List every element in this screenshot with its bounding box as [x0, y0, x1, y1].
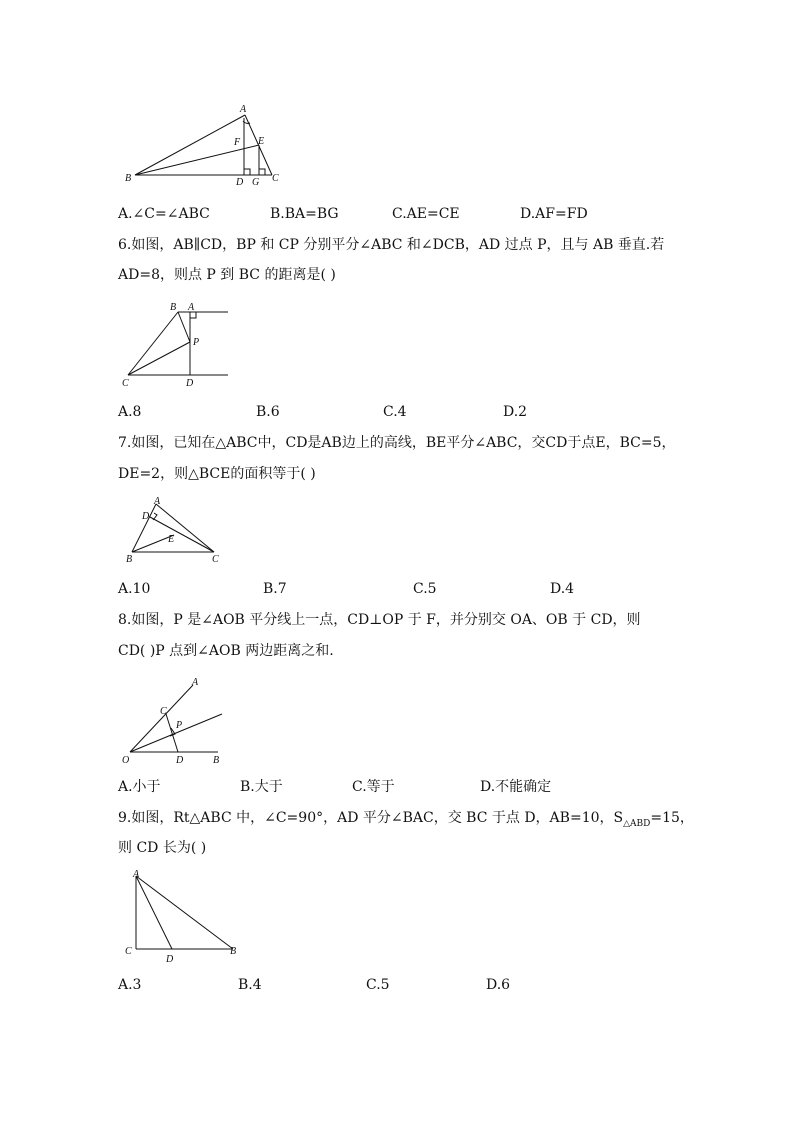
q6-label-p: P [193, 337, 200, 348]
q9-stem-line1 [118, 809, 694, 833]
q6-stem-line1: 6.如图，AB∥CD，BP 和 CP 分别平分∠ABC 和∠DCB，AD 过点 P，且与 AB 垂直.若 [118, 237, 665, 253]
q8-label-d: D [176, 755, 184, 766]
q5-label-f: F [234, 137, 241, 148]
q7-option-b: B.7 [263, 581, 287, 597]
q5-figure [120, 100, 290, 190]
q6-label-b: B [170, 302, 177, 313]
q7-option-c: C.5 [413, 581, 437, 597]
q6-stem-line2: AD=8，则点 P 到 BC 的距离是( ) [118, 267, 336, 283]
q5-label-c: C [272, 173, 279, 184]
q8-label-p: P [176, 720, 183, 731]
q6-option-b: B.6 [256, 404, 280, 420]
q5-option-b: B.BA=BG [270, 206, 339, 222]
q7-label-d: D [142, 511, 150, 522]
q8-label-o: O [122, 755, 130, 766]
q8-label-c: C [160, 706, 167, 717]
q7-label-e: E [168, 534, 175, 545]
q9-option-a: A.3 [118, 977, 142, 993]
q9-triangle-subscript: △ABD [623, 818, 651, 829]
q5-option-a: A.∠C=∠ABC [118, 206, 210, 222]
q9-figure [118, 866, 248, 966]
q7-stem-line1: 7.如图，已知在△ABC中，CD是AB边上的高线，BE平分∠ABC，交CD于点E，BC=5， [118, 435, 676, 451]
q6-option-c: C.4 [383, 404, 407, 420]
q6-label-d: D [186, 378, 194, 389]
q9-label-b: B [230, 946, 237, 957]
q7-option-d: D.4 [550, 581, 575, 597]
q9-stem-line2: 则 CD 长为( ) [118, 840, 207, 856]
q9-option-c: C.5 [366, 977, 390, 993]
q6-figure [118, 300, 238, 395]
q5-label-a: A [240, 104, 247, 115]
q5-label-g: G [252, 177, 260, 188]
q9-option-b: B.4 [238, 977, 262, 993]
q8-option-c: C.等于 [352, 779, 395, 795]
q6-label-c: C [122, 378, 129, 389]
q9-label-d: D [166, 954, 174, 965]
q8-label-b: B [213, 755, 220, 766]
q9-label-a: A [133, 869, 140, 880]
q5-label-d: D [236, 177, 244, 188]
q5-label-b: B [125, 173, 132, 184]
q5-option-c: C.AE=CE [392, 206, 460, 222]
q5-label-e: E [258, 136, 265, 147]
q7-option-a: A.10 [118, 581, 151, 597]
q8-option-a: A.小于 [118, 779, 161, 795]
q9-stem-line1-end: =15， [650, 810, 694, 826]
q7-stem-line2: DE=2，则△BCE的面积等于( ) [118, 466, 316, 482]
q8-label-a: A [192, 677, 199, 688]
q6-option-d: D.2 [503, 404, 528, 420]
q8-stem-line1: 8.如图，P 是∠AOB 平分线上一点，CD⊥OP 于 F，并分别交 OA、OB 于 CD，则 [118, 612, 641, 628]
q7-label-c: C [212, 554, 219, 565]
q9-stem-line1-main: 9.如图，Rt△ABC 中，∠C=90°，AD 平分∠BAC，交 BC 于点 D，AB=10，S [118, 810, 624, 826]
q7-label-b: B [126, 554, 133, 565]
q9-option-d: D.6 [486, 977, 511, 993]
q9-label-c: C [125, 946, 132, 957]
q5-option-d: D.AF=FD [520, 206, 588, 222]
q7-figure [118, 494, 238, 569]
q7-label-a: A [154, 496, 161, 507]
q8-option-b: B.大于 [240, 779, 283, 795]
q8-stem-line2: CD( )P 点到∠AOB 两边距离之和. [118, 643, 334, 659]
q8-option-d: D.不能确定 [480, 779, 552, 795]
q6-option-a: A.8 [118, 404, 142, 420]
q6-label-a: A [188, 302, 195, 313]
q8-figure [118, 672, 238, 767]
